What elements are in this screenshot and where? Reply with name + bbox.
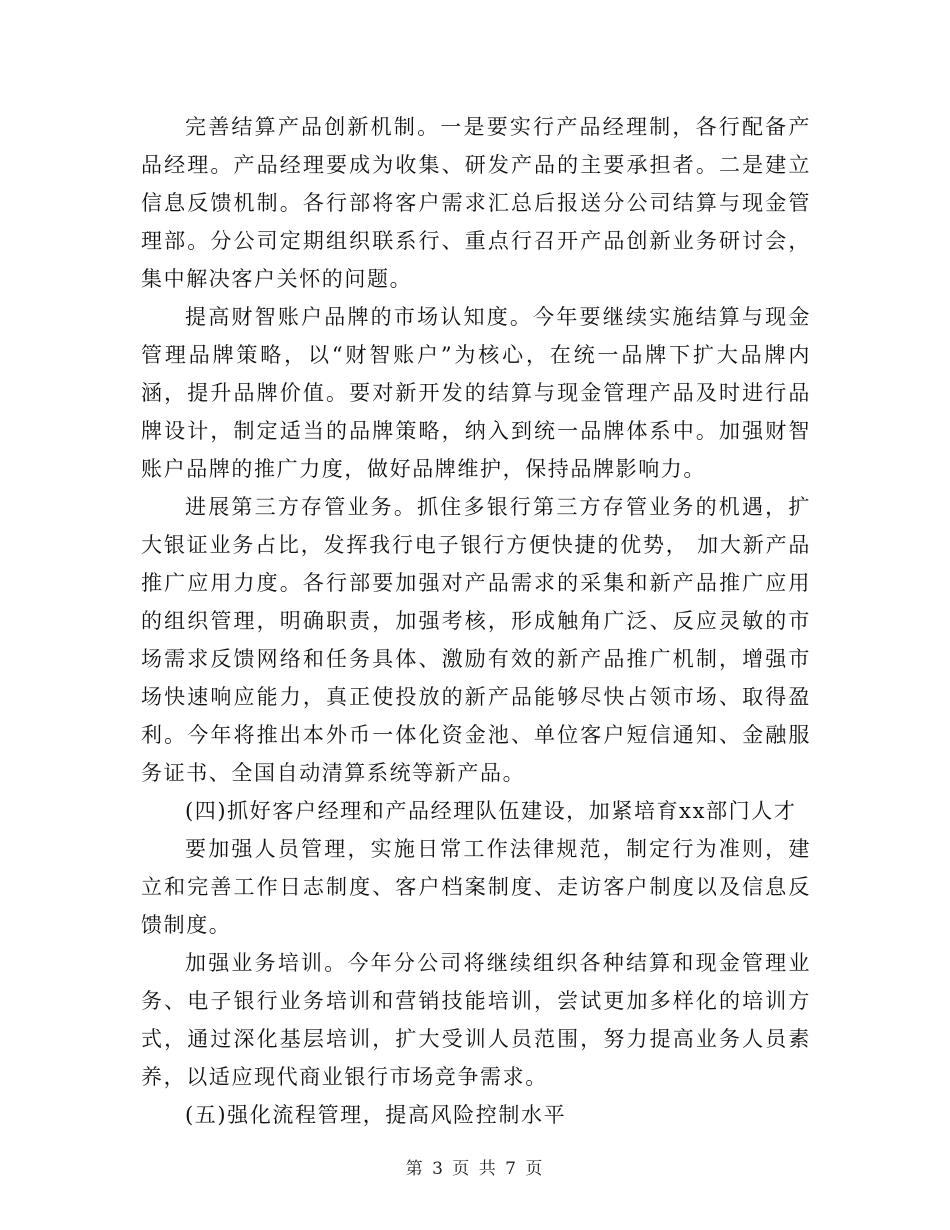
section-heading-5: (五)强化流程管理，提高风险控制水平 (185, 1103, 567, 1127)
section-heading-4: (四)抓好客户经理和产品经理队伍建设，加紧培育xx部门人才 (185, 799, 797, 823)
paragraph-third-party-custody: 进展第三方存管业务。抓住多银行第三方存管业务的机遇，扩大银证业务占比，发挥我行电子银行方便快捷的优势， 加大新产品推广应用力度。各行部要加强对产品需求的采集和新产品推广应用的组织管理，明确职责，加强考核，形成触角广泛、反应灵敏的市场需求反馈网络和任务具体、激励有效的新产品推广机制，增强市场快速响应能力，真正使投放的新产品能够尽快占领市场、取得盈利。今年将推出本外币一体化资金池、单位客户短信通知、金融服务证书、全国自动清算系统等新产品。 (141, 495, 811, 785)
paragraph-brand-awareness: 提高财智账户品牌的市场认知度。今年要继续实施结算与现金管理品牌策略，以“财智账户”为核心，在统一品牌下扩大品牌内涵，提升品牌价值。要对新开发的结算与现金管理产品及时进行品牌设计，制定适当的品牌策略，纳入到统一品牌体系中。加强财智账户品牌的推广力度，做好品牌维护，保持品牌影响力。 (141, 305, 811, 481)
paragraph-product-innovation: 完善结算产品创新机制。一是要实行产品经理制，各行配备产品经理。产品经理要成为收集、研发产品的主要承担者。二是建立信息反馈机制。各行部将客户需求汇总后报送分公司结算与现金管理部。分公司定期组织联系行、重点行召开产品创新业务研讨会，集中解决客户关怀的问题。 (141, 115, 811, 291)
paragraph-staff-management: 要加强人员管理，实施日常工作法律规范，制定行为准则，建立和完善工作日志制度、客户档案制度、走访客户制度以及信息反馈制度。 (141, 837, 811, 937)
page-footer: 第 3 页 共 7 页 (405, 1159, 545, 1179)
paragraph-business-training: 加强业务培训。今年分公司将继续组织各种结算和现金管理业务、电子银行业务培训和营销技能培训，尝试更加多样化的培训方式，通过深化基层培训，扩大受训人员范围，努力提高业务人员素养，以适应现代商业银行市场竞争需求。 (141, 951, 811, 1089)
document-body (141, 108, 811, 1134)
